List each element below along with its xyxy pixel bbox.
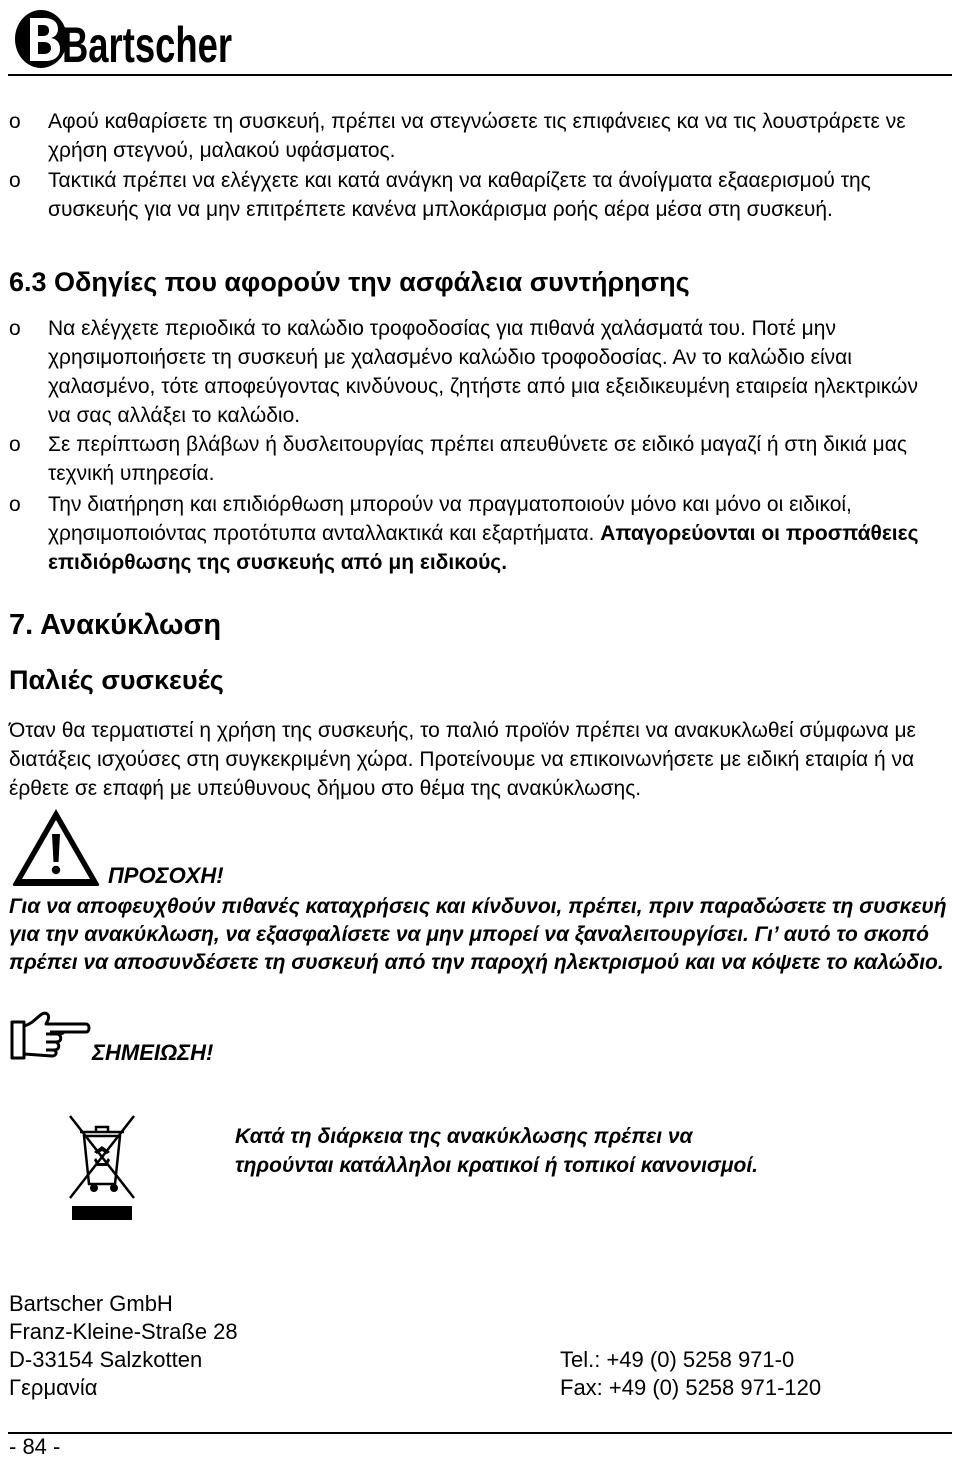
crossed-out-bin-icon [64,1112,140,1224]
address-line: Franz-Kleine-Straße 28 [9,1319,238,1344]
section-heading-6-3: 6.3 Οδηγίες που αφορούν την ασφάλεια συντήρησης [9,267,690,297]
list-item-text: Αφού καθαρίσετε τη συσκευή, πρέπει να στεγνώσετε τις επιφάνειες κα να τις λουστράρετε νε χρήση στεγνού, μαλακού υφάσματος. [48,110,906,162]
subheading-old-appliances: Παλιές συσκευές [9,665,224,695]
list-item-text: Να ελέγχετε περιοδικά το καλώδιο τροφοδοσίας για πιθανά χαλάσματά του. Ποτέ μην χρησιμοποιήσετε τη συσκευή με χαλασμένο καλώδιο τροφοδοσίας. Αν το καλώδιο είναι χαλασμένο, τότε αποφεύγοντας κινδύνους, ζητήστε από μια εξειδικευμένη εταιρεία ηλεκτρικών να σας αλλάξει το καλώδιο. [48,317,918,427]
list-item-text-regular: Την διατήρηση και επιδιόρθωση μπορούν να πραγματοποιούν μόνο και μόνο οι ειδικοί, χρησιμοποιόντας προτότυπα ανταλλακτικά και εξαρτήματα. [48,493,852,545]
list-item-text [48,490,928,577]
bullet-mark: o [9,493,21,516]
bartscher-logo [10,4,235,73]
list-item-text: Τακτικά πρέπει να ελέγχετε και κατά ανάγκη να καθαρίζετε τα άνοίγματα εξααερισμού της συσκευής για να μην επιτρέπετε κανένα μπλοκάρισμα ροής αέρα μέσα στη συσκευή. [48,169,871,221]
bullet-mark: o [9,433,21,456]
fax-number: Fax: +49 (0) 5258 971-120 [560,1375,822,1400]
logo-wordmark: Bartscher [62,17,232,73]
phone-number: Tel.: +49 (0) 5258 971-0 [560,1347,795,1372]
page-number: - 84 - [9,1434,61,1459]
recycling-paragraph: Όταν θα τερματιστεί η χρήση της συσκευής, το παλιό προϊόν πρέπει να ανακυκλωθεί σύμφωνα με διατάξεις ισχούσες στη συγκεκριμένη χώρα. Προτείνουμε να επικοινωνήσετε με ειδική εταιρία ή να έρθετε σε επαφή με υπεύθυνους δήμου στο θέμα της ανακύκλωσης. [9,719,916,800]
bullet-mark: o [9,169,21,192]
note-text: Κατά τη διάρκεια της ανακύκλωσης πρέπει να τηρούνται κατάλληλοι κρατικοί ή τοπικοί κανονισμοί. [235,1125,759,1177]
section-heading-7: 7. Ανακύκλωση [9,609,222,641]
pointing-hand-icon [10,1010,92,1062]
header-divider [8,74,952,76]
note-title: ΣΗΜΕΙΩΣΗ! [92,1040,214,1065]
address-line: Bartscher GmbH [9,1291,173,1316]
list-item-text-bold: Απαγορεύονται οι προσπάθειες επιδιόρθωσης της συσκευής από μη ειδικούς. [48,522,919,574]
warning-title: ΠΡΟΣΟΧΗ! [108,863,224,888]
warning-text: Για να αποφευχθούν πιθανές καταχρήσεις και κίνδυνοι, πρέπει, πριν παραδώσετε τη συσκευή για την ανακύκλωση, να εξασφαλίσετε να μην μπορεί να ξαναλειτουργίσει. Γι’ αυτό το σκοπό πρέπει να αποσυνδέσετε τη συσκευή από την παροχή ηλεκτρισμού και να κόψετε το καλώδιο. [9,895,947,974]
address-line: D-33154 Salzkotten [9,1347,203,1372]
bullet-mark: o [9,317,21,340]
company-contact [560,1346,821,1402]
address-line: Γερμανία [9,1375,98,1400]
warning-triangle-icon [10,806,102,888]
bullet-mark: o [9,110,21,133]
company-address [9,1290,238,1402]
footer-divider [8,1432,952,1434]
list-item-text: Σε περίπτωση βλάβων ή δυσλειτουργίας πρέπει απευθύνετε σε ειδικό μαγαζί ή στη δικιά μας τεχνική υπηρεσία. [48,433,907,485]
